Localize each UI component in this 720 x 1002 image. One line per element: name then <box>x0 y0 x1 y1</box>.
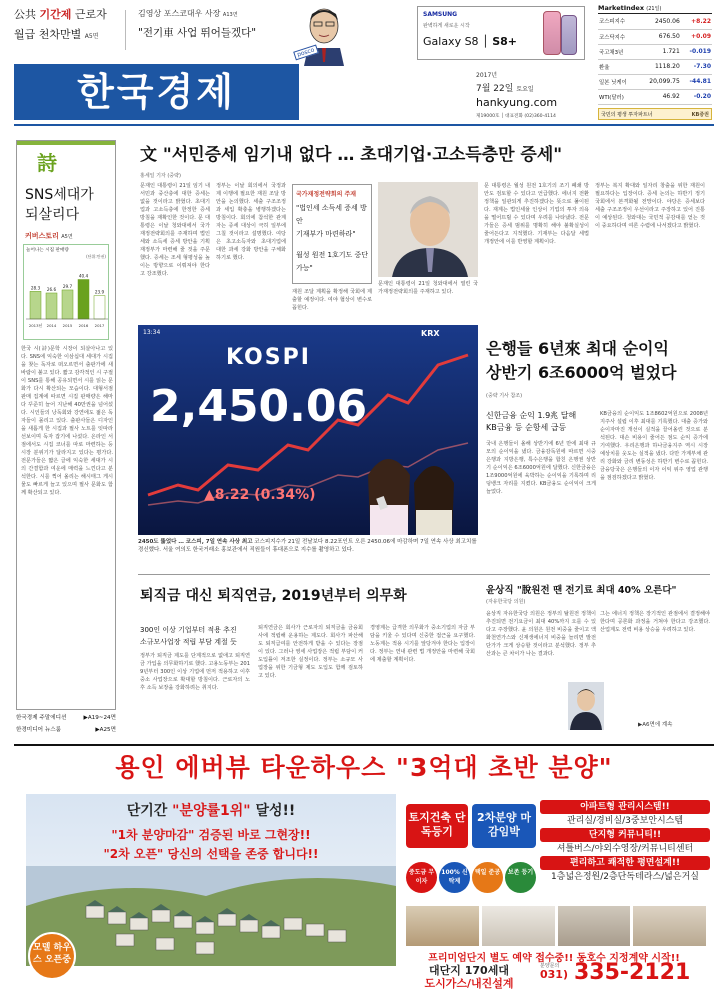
model-house-badge: 모델 하우스 오픈중 <box>28 932 76 980</box>
teaser-highlight: 기간제 <box>39 8 72 21</box>
market-value: 2450.06 <box>638 14 681 29</box>
issue-number: 제19000호 │ 대표전화 (02)360-4114 <box>476 114 556 119</box>
bar-category-label: 2015 <box>62 323 73 328</box>
teaser-name: 김영상 포스코대우 사장 <box>138 9 221 18</box>
ad-line1-post: 달성!! <box>250 803 296 819</box>
cover-story-label: 커버스토리 A5면 <box>25 232 73 240</box>
lead-headline[interactable]: 文 "서민증세 임기내 없다 … 초대기업·고소득층만 증세" <box>140 145 563 165</box>
ad-badge-closing: 2차분양 마감임박 <box>472 804 536 848</box>
ad-phone-area: 031) <box>540 968 568 981</box>
ad-badge-registration: 토지건축 단독등기 <box>406 804 468 848</box>
newsroom-ref[interactable]: 한경미디어 뉴스룸 ▶A25면 <box>16 727 116 733</box>
pull-box-quote: "법인세 소득세 증세 방안 기재부가 마련하라" 월성 원전 1호기도 중단 가능" <box>296 204 368 272</box>
sidebar-body-text: 한국 시(詩)문학 시장이 되살아나고 있다. SNS에 익숙한 이삼십대 세대가 시집을 찾는 독자로 떠오르면서 출판가에 새 바람이 불고 있다. 짧고 감각적인 시 구절이 SNS를 통해 공유되면서 시를 읽는 문화가 다시 확산되는 모습이다. 대형서점 판매 집계에 따르면 시집 판매량은 해마다 꾸준히 늘어 지난해 40만권을 넘어섰다. 시인들의 낭독회와 강연에도 젊은 독자들이 몰리고 있다. 출판사들은 디자인을 새롭게 한 시집과 필사 노트를 잇따라 선보이며 독자 잡기에 나섰다. 온라인 서점에서도 시집 코너를 따로 마련하는 등 시장 분위기가 달라지고 있다는 평가다. 전문가들은 짧은 글에 익숙한 세대가 시의 간결함과 여운에 매력을 느낀다고 분석한다. 시를 찍어 올리는 해시태그 게시물도 빠르게 늘고 있으며 필사 문화도 함께 확산되고 있다. <box>21 346 113 496</box>
banks-headline[interactable]: 은행들 6년來 최대 순이익 상반기 6조6000억 벌었다 <box>486 339 677 382</box>
market-date: (21일) <box>646 6 662 12</box>
market-value: 20,099.75 <box>638 74 681 89</box>
newspaper-title: 한국경제 <box>77 70 236 114</box>
ad-circle-badge: 중도금 무이자 <box>406 862 437 893</box>
kospi-change: ▲8.22 (0.34%) <box>204 487 316 503</box>
bar-2016 <box>78 279 89 319</box>
samsung-logo: SAMSUNG <box>423 11 458 18</box>
chart-title: 늘어나는 시집 판매량 <box>26 248 69 253</box>
pull-box-kicker: 국가재정전략회의 주재 <box>296 191 357 198</box>
phone-image <box>561 15 577 55</box>
kospi-label: KOSPI <box>226 345 311 370</box>
chart-unit: (단위:만권) <box>86 254 106 259</box>
market-value: 676.50 <box>638 29 681 44</box>
sidebar <box>16 140 116 710</box>
market-value: 46.92 <box>638 89 681 104</box>
market-label: 코스피지수 <box>598 14 638 29</box>
kb-securities-ad[interactable]: 국민의 평생 투자파트너 KB증권 <box>598 108 712 120</box>
samsung-ad[interactable] <box>417 6 585 60</box>
bar-value-label: 29.7 <box>62 283 73 289</box>
market-change: -0.20 <box>681 89 712 104</box>
sidebar-footer-refs <box>16 712 116 736</box>
masthead-logo[interactable] <box>14 64 299 120</box>
market-change: +0.09 <box>681 29 712 44</box>
market-row <box>598 14 712 29</box>
screen-time: 13:34 <box>143 329 161 336</box>
ad-line3: "2차 오픈" 당신의 선택을 존중 합니다!! <box>103 847 319 861</box>
realestate-ad[interactable] <box>14 744 714 996</box>
kospi-photo <box>138 325 478 535</box>
market-value: 1118.20 <box>638 59 681 74</box>
samsung-model: Galaxy S8 │ S8+ <box>423 35 517 48</box>
lead-body-col2: 정부는 이날 회의에서 국정과제 이행에 필요한 재원 조달 방안을 논의했다. 세출 구조조정과 세입 확충을 병행하겠다는 방침이다. 회의에 참석한 관계자는 증세 대상이 극히 일부에 그칠 것이라고 설명했다. 여당은 초고소득자와 초대기업에 대한 과세 강화 방안을 구체화하기로 했다. <box>216 183 286 261</box>
pension-body-col1: 정부가 퇴직금 제도를 단계적으로 없애고 퇴직연금 가입을 의무화하기로 했다. 고용노동부는 2019년부터 300인 이상 기업에 먼저 적용하고 이후 중소 사업장으로 확대할 방침이다. 근로자의 노후 소득 보장을 강화하려는 취지다. <box>140 653 250 691</box>
ad-unit-info: 대단지 170세대 도시가스/내진설계 <box>424 964 514 990</box>
yoon-body-col2: 그는 에너지 정책은 장기적인 관점에서 결정해야 한다며 공론화 과정을 거쳐야 한다고 강조했다. 산업계도 전력 비용 상승을 우려하고 있다. <box>600 611 710 633</box>
aerial-village-photo <box>26 866 396 966</box>
pension-body-col2: 퇴직연금은 회사가 근로자의 퇴직금을 금융회사에 적립해 운용하는 제도다. 회사가 파산해도 퇴직급여를 안전하게 받을 수 있다는 장점이 있다. 그러나 영세 사업장은 적립 부담이 커 도입률이 저조한 실정이다. 정부는 소규모 사업장을 위한 기금형 제도 도입도 함께 검토하고 있다. <box>258 625 363 679</box>
ad-features-list: 아파트형 관리시스템!! 관리실/경비실/3중보안시스템 단지형 커뮤니티!! 셔틀버스/야외수영장/커뮤니티센터 편리하고 쾌적한 평면설계!! 1층넓은정원/2층단독테라스/넓은거실 <box>540 800 710 884</box>
bar-2017 <box>94 296 105 319</box>
teaser-ref: A5면 <box>84 33 99 40</box>
pension-headline[interactable]: 퇴직금 대신 퇴직연금, 2019년부터 의무화 <box>140 588 407 604</box>
lead-body-col3: 재원 조달 계획을 확정해 국회에 제출할 예정이다. 여야 협상이 변수로 꼽힌다. <box>292 289 372 311</box>
ad-circle-badge: 보존 등기 <box>505 862 536 893</box>
yoon-body-col1: 윤상직 자유한국당 의원은 정부의 탈원전 정책이 추진되면 전기요금이 최대 40%까지 오를 수 있다고 주장했다. 윤 의원은 원전 비중을 줄이고 액화천연가스와 신재생에너지 비중을 늘리면 발전 단가가 크게 상승할 것이라고 분석했다. 정부 추산과는 큰 차이가 나는 결과다. <box>486 611 596 657</box>
krx-logo: KRX <box>421 329 440 338</box>
yoon-headline[interactable]: 윤상직 "脫원전 땐 전기료 최대 40% 오른다" <box>486 585 677 596</box>
photo-caption-text: 문재인 대통령이 21일 청와대에서 열린 국가재정전략회의를 주재하고 있다. <box>378 281 478 295</box>
website: hankyung.com <box>476 96 558 109</box>
bar-category-label: 2016 <box>78 323 89 328</box>
yoon-continued-ref[interactable]: ▶A6면에 계속 <box>638 722 673 728</box>
ad-reservation-text: 프리미엄단지 별도 예약 접수중!! 동호수 지정계약 시작!! <box>428 953 680 964</box>
ad-circle-badge: 택일 준공 <box>472 862 503 893</box>
date: 7월 22일 <box>476 84 514 94</box>
market-label: WTI(달러) <box>598 89 638 104</box>
teaser-contract-workers[interactable] <box>14 8 124 44</box>
bar-value-label: 40.4 <box>78 273 89 279</box>
bar-value-label: 23.9 <box>94 289 105 295</box>
market-change: -0.019 <box>681 44 712 59</box>
teaser-pre: 公共 <box>14 8 40 21</box>
teaser-ref: A13면 <box>222 12 238 18</box>
weekday: 토요일 <box>516 86 534 93</box>
lead-body-col5: 정부는 복지 확대와 일자리 창출을 위한 재원이 필요하다는 입장이다. 증세 논의는 하반기 정기국회에서 본격화될 전망이다. 야당은 증세보다 세출 구조조정이 우선이라고 주장하고 있어 진통이 예상된다. 청와대는 국민적 공감대를 얻는 것이 중요하다며 여론 수렴에 나서겠다고 밝혔다. <box>595 183 705 229</box>
ad-phone-label: 분양문의 <box>540 963 560 969</box>
market-value: 1.721 <box>638 44 681 59</box>
caricature-portrait <box>292 4 350 66</box>
ad-circle-badges <box>406 862 540 904</box>
market-label: 환율 <box>598 59 638 74</box>
bar-chart-svg <box>24 259 110 337</box>
bar-category-label: 2013년 <box>28 323 43 328</box>
lead-body-col1: 문재인 대통령이 21일 임기 내 서민과 중산층에 대한 증세는 없을 것이라고 밝혔다. 초대기업과 고소득층에 한정한 증세 방침을 재확인한 것이다. 문 대통령은 이날 청와대에서 국가재정전략회의를 주재하며 법인세와 소득세 증세 방안을 기획재정부가 마련해 줄 것을 주문했다. 증세는 조세 형평성을 높이는 방향으로 이뤄져야 한다고 강조했다. <box>140 183 210 277</box>
kospi-value: 2,450.06 <box>150 381 368 432</box>
market-label: 일본 닛케이 <box>598 74 638 89</box>
ad-line1-pre: 단기간 <box>126 803 173 819</box>
bar-2013년 <box>30 291 41 319</box>
interior-photos <box>406 906 706 946</box>
bar-value-label: 26.6 <box>46 286 57 292</box>
bar-category-label: 2017 <box>94 323 105 328</box>
market-index-panel <box>598 4 712 120</box>
lead-body-col4: 문 대통령은 월성 원전 1호기의 조기 폐쇄 방안도 검토할 수 있다고 언급했다. 에너지 전환 정책을 일관되게 추진하겠다는 뜻으로 풀이된다. 재계는 법인세율 인상이 기업의 투자 의욕을 떨어뜨릴 수 있다며 우려를 나타냈다. 전문가들은 증세 범위를 명확히 해야 불확실성이 줄어든다고 지적했다. 기재부는 다음달 세법 개정안에 이를 반영할 계획이다. <box>484 183 589 245</box>
market-change: -7.30 <box>681 59 712 74</box>
market-change: +8.22 <box>681 14 712 29</box>
pension-subheads: 300인 이상 기업부터 적용 추진 소규모사업장 적립 부담 계절 듯 <box>140 626 237 646</box>
market-label: 국고채3년 <box>598 44 638 59</box>
banks-byline: (중략 기사 참조) <box>486 393 523 399</box>
bar-value-label: 28.3 <box>30 285 41 291</box>
ad-title: 용인 에버뷰 타운하우스 "3억대 초반 분양" <box>115 753 613 782</box>
sidebar-kicker: 詩 <box>37 151 57 175</box>
bar-2014 <box>46 293 57 319</box>
year: 2017년 <box>476 72 498 79</box>
market-row <box>598 74 712 89</box>
posco-badge: posco <box>293 45 318 61</box>
masthead-date-block <box>476 70 586 119</box>
yoon-portrait <box>568 682 604 730</box>
sales-chart <box>23 244 109 340</box>
ad-line1-hl: "분양률1위" <box>172 803 251 819</box>
samsung-tagline: 완벽하게 새로운 시작 <box>423 23 470 29</box>
teaser-posco-daewoo[interactable] <box>138 8 298 40</box>
teaser-quote: "전기車 사업 뛰어들겠다" <box>138 27 257 39</box>
banks-subheads: 신한금융 순익 1.9兆 달해 KB금융 등 순항세 급등 <box>486 411 577 432</box>
ad-circle-badge: 100% 신탁제 <box>439 862 470 893</box>
banks-body-col2: KB금융의 순이익도 1조8602억원으로 2008년 지주사 설립 이후 최대를 기록했다. 대출 증가와 순이자마진 개선이 실적을 끌어올린 것으로 분석된다. 대손 비용이 줄어든 점도 순익 증가에 기여했다. 우리은행과 하나금융지주 역시 시장 예상치를 웃도는 실적을 냈다. 다만 가계부채 관리 강화와 금리 변동성은 하반기 변수로 꼽힌다. 금융당국은 은행들의 이자 이익 위주 영업 관행을 점검하겠다고 밝혔다. <box>600 411 708 481</box>
banks-body-col1: 국내 은행들이 올해 상반기에 6년 만에 최대 규모의 순이익을 냈다. 금융감독원에 따르면 시중은행과 지방은행, 특수은행을 합친 은행권 상반기 순이익은 6조6000억원에 달했다. 신한금융은 1조9000억원에 육박하는 순이익을 기록하며 리딩뱅크 자리를 지켰다. KB금융도 순이익이 크게 늘었다. <box>486 441 596 495</box>
lead-pull-box <box>292 184 372 284</box>
market-change: -44.81 <box>681 74 712 89</box>
bar-category-label: 2014 <box>46 323 57 328</box>
teaser-post: 근로자 <box>71 8 107 21</box>
ad-phone-number[interactable]: 335-2121 <box>574 960 691 985</box>
teaser-line2: 월급 천차만별 <box>14 28 82 41</box>
phone-image <box>543 11 561 55</box>
market-row <box>598 29 712 44</box>
yoon-byline: (자유한국당 의원) <box>486 599 526 605</box>
pension-body-col3: 경영계는 급격한 의무화가 중소기업의 자금 부담을 키울 수 있다며 신중한 접근을 요구했다. 노동계는 적용 시기를 앞당겨야 한다는 입장이다. 정부는 연내 관련 법 개정안을 마련해 국회에 제출할 계획이다. <box>370 625 475 663</box>
president-photo <box>378 182 478 277</box>
ad-line2: "1차 분양마감" 검증된 바로 그현장!! <box>111 828 311 842</box>
masthead-rule <box>14 124 714 126</box>
weekend-edition-ref[interactable]: 한국경제 주말에디션 ▶A19~24면 <box>16 715 116 721</box>
market-row <box>598 89 712 104</box>
market-row <box>598 44 712 59</box>
lead-byline: 홍세일 기자 (중략) <box>140 173 181 179</box>
bar-2015 <box>62 290 73 319</box>
market-title: MarketIndex <box>598 4 645 12</box>
market-table <box>598 14 712 105</box>
market-label: 코스닥지수 <box>598 29 638 44</box>
market-row <box>598 59 712 74</box>
sidebar-headline[interactable]: SNS세대가 되살리다 <box>25 187 94 223</box>
kospi-caption: 2450도 뚫었다 … 코스피, 7일 연속 사상 최고 코스피지수가 21일 전날보다 8.22포인트 오른 2450.06에 마감하며 7일 연속 사상 최고치를 경신했다. 서울 여의도 한국거래소 홍보관에서 직원들이 휴대폰으로 지수를 촬영하고 있다. <box>138 539 477 553</box>
